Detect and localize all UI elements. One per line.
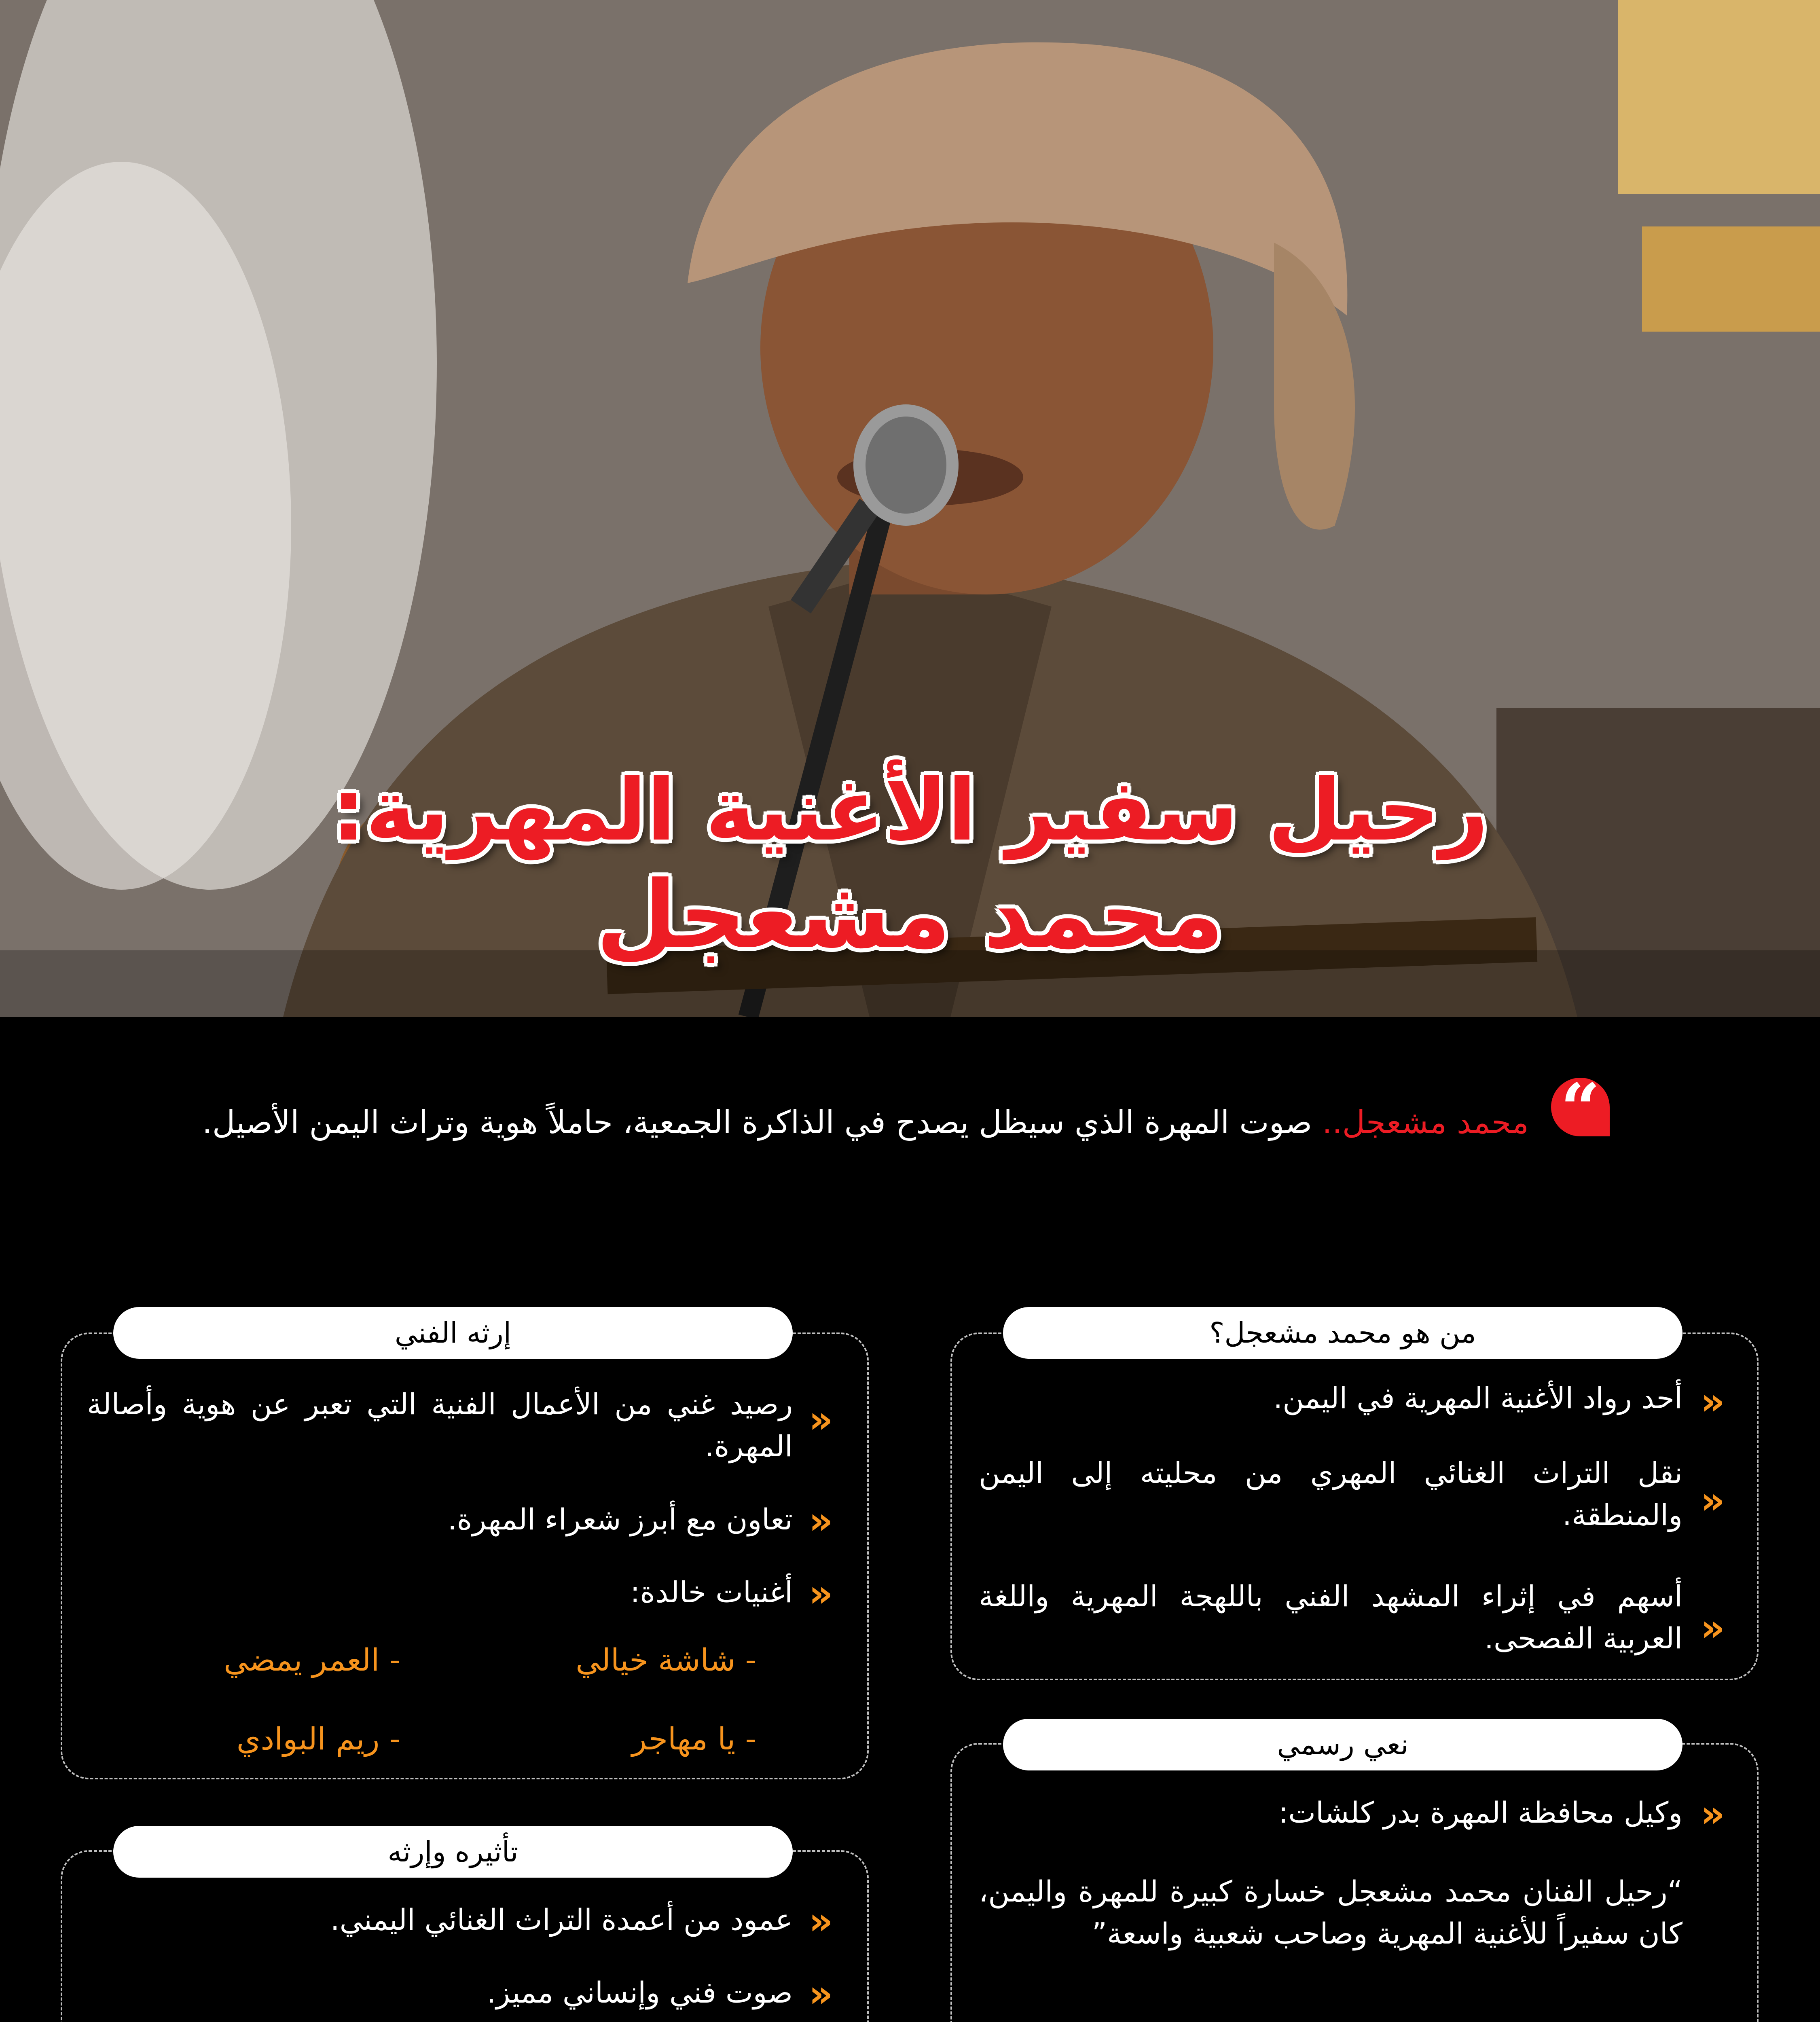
chevron-left-icon: « bbox=[809, 1972, 833, 2016]
chevron-left-icon: « bbox=[809, 1398, 833, 1441]
chevron-left-icon: « bbox=[1701, 1380, 1725, 1423]
main-title bbox=[0, 760, 1820, 970]
chevron-left-icon: « bbox=[1701, 1792, 1725, 1836]
chevron-left-icon: « bbox=[809, 1899, 833, 1943]
who-header: من هو محمد مشعجل؟ bbox=[1003, 1307, 1682, 1359]
song-4: - ريم البوادي bbox=[236, 1721, 400, 1757]
mourning-header: نعي رسمي bbox=[1003, 1719, 1682, 1770]
legacy-header: إرثه الفني bbox=[113, 1307, 793, 1359]
chevron-left-icon: « bbox=[809, 1572, 833, 1615]
impact-item-2: صوت فني وإنساني مميز. bbox=[487, 1975, 793, 2009]
chevron-left-icon: « bbox=[1701, 1606, 1725, 1650]
song-2: - العمر يمضي bbox=[224, 1642, 400, 1678]
who-item-2: نقل التراث الغنائي المهري من محليته إلى اليمن والمنطقة. bbox=[979, 1456, 1682, 1532]
title-line-2: محمد مشعجل bbox=[596, 861, 1224, 969]
mourning-item-2: “رحيل الفنان محمد مشعجل خسارة كبيرة للمهرة واليمن، كان سفيراً للأغنية المهرية وصاحب شعبية واسعة” bbox=[979, 1874, 1682, 1951]
song-1: - شاشة خيالي bbox=[576, 1642, 756, 1678]
chevron-left-icon: « bbox=[1701, 1479, 1725, 1522]
impact-item-1: عمود من أعمدة التراث الغنائي اليمني. bbox=[330, 1903, 793, 1937]
legacy-item-3: أغنيات خالدة: bbox=[630, 1575, 793, 1609]
impact-header: تأثيره وإرثه bbox=[113, 1826, 793, 1878]
mourning-item-1: وكيل محافظة المهرة بدر كلشات: bbox=[1278, 1796, 1682, 1830]
song-3: - يا مهاجر bbox=[632, 1721, 756, 1757]
legacy-item-2: تعاون مع أبرز شعراء المهرة. bbox=[447, 1502, 793, 1536]
legacy-item-1: رصيد غني من الأعمال الفنية التي تعبر عن هوية وأصالة المهرة. bbox=[87, 1387, 793, 1464]
quote-name: محمد مشعجل.. bbox=[1322, 1104, 1529, 1141]
quote-text: صوت المهرة الذي سيظل يصدح في الذاكرة الجمعية، حاملاً هوية وتراث اليمن الأصيل. bbox=[202, 1104, 1323, 1141]
quote-icon: “ bbox=[1551, 1078, 1610, 1136]
intro-quote bbox=[81, 1100, 1529, 1146]
who-item-1: أحد رواد الأغنية المهرية في اليمن. bbox=[1273, 1381, 1682, 1415]
who-item-3: أسهم في إثراء المشهد الفني باللهجة المهرية واللغة العربية الفصحى. bbox=[979, 1579, 1682, 1656]
chevron-left-icon: « bbox=[809, 1499, 833, 1542]
title-line-1: رحيل سفير الأغنية المهرية: bbox=[331, 761, 1489, 860]
